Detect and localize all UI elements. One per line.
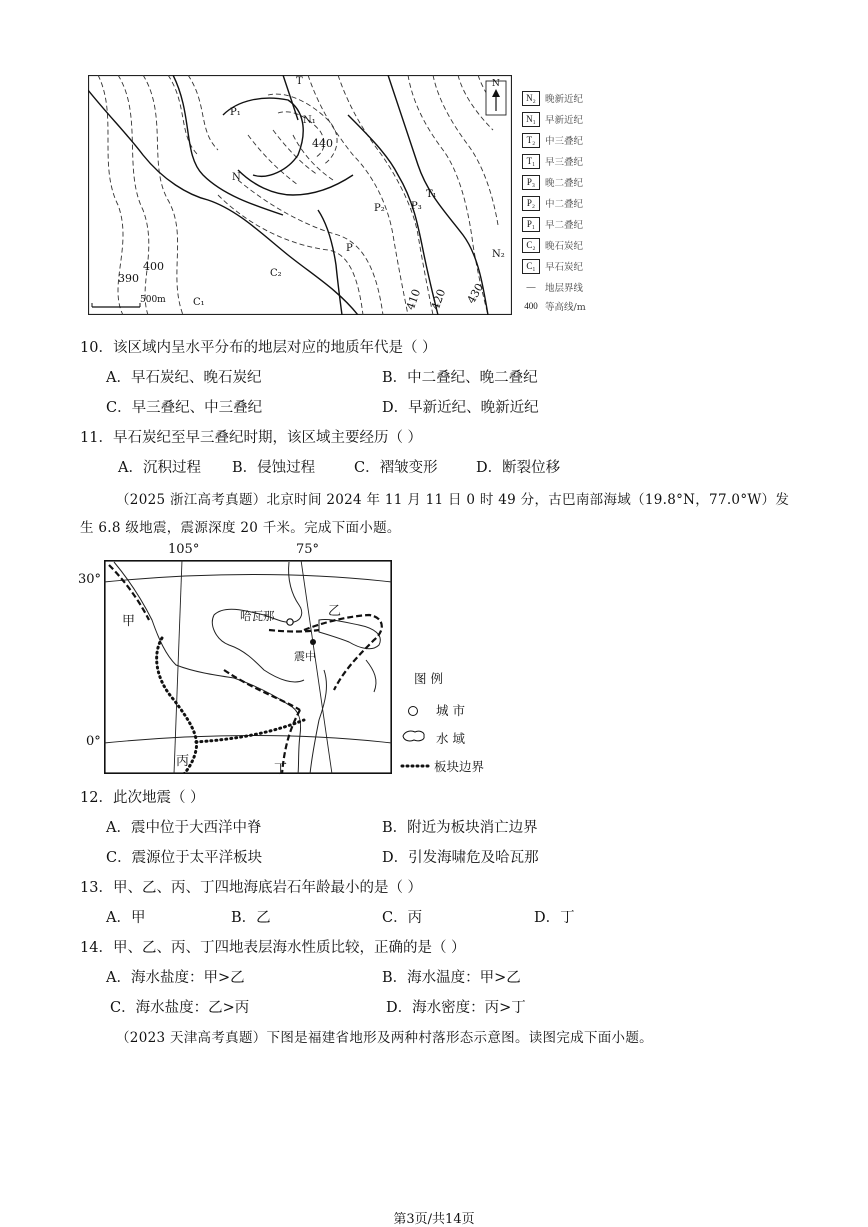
q10-stem: 10．该区域内呈水平分布的地层对应的地质年代是（ ） bbox=[80, 340, 437, 356]
plate-map bbox=[104, 560, 392, 777]
plate-legend-boundary: 板块边界 bbox=[434, 759, 485, 774]
ding-label: 丁 bbox=[274, 762, 288, 777]
legend-item: T₂ 中三叠纪 bbox=[522, 131, 583, 149]
water-symbol-icon bbox=[401, 729, 427, 743]
q10-option-c[interactable]: C．早三叠纪、中三叠纪 bbox=[106, 400, 263, 416]
city-symbol-icon bbox=[408, 706, 418, 716]
q13-option-a[interactable]: A．甲 bbox=[106, 910, 146, 926]
q11-option-d[interactable]: D．断裂位移 bbox=[476, 460, 561, 476]
q11-option-a[interactable]: A．沉积过程 bbox=[118, 460, 201, 476]
stratum-label: P₃ bbox=[411, 201, 422, 212]
epicenter-label: 震中 bbox=[294, 650, 316, 663]
q14-option-c[interactable]: C．海水盐度：乙>丙 bbox=[110, 1000, 250, 1016]
legend-item: P₂ 中二叠纪 bbox=[522, 194, 583, 212]
q13-option-d[interactable]: D．丁 bbox=[534, 910, 575, 926]
legend-item: C₁ 早石炭纪 bbox=[522, 257, 583, 275]
legend-item: N₁ 早新近纪 bbox=[522, 110, 583, 128]
q12-option-c[interactable]: C．震源位于太平洋板块 bbox=[106, 850, 263, 866]
intro-2025-line1: （2025 浙江高考真题）北京时间 2024 年 11 月 11 日 0 时 49 分，古巴南部海域（19.8°N，77.0°W）发 bbox=[116, 492, 790, 508]
plate-legend-title: 图 例 bbox=[414, 671, 443, 686]
contour-label-390: 390 bbox=[118, 272, 139, 285]
plate-legend-water: 水 域 bbox=[436, 731, 465, 746]
legend-item: C₂ 晚石炭纪 bbox=[522, 236, 583, 254]
q10-option-a[interactable]: A．早石炭纪、晚石炭纪 bbox=[106, 370, 262, 386]
q13-option-c[interactable]: C．丙 bbox=[382, 910, 423, 926]
q12-stem: 12．此次地震（ ） bbox=[80, 790, 205, 806]
q11-option-c[interactable]: C．褶皱变形 bbox=[354, 460, 438, 476]
q10-option-b[interactable]: B．中二叠纪、晚二叠纪 bbox=[382, 370, 538, 386]
stratum-label: N bbox=[232, 172, 241, 183]
havana-label: 哈瓦那 bbox=[240, 609, 275, 623]
lon-75-label: 75° bbox=[296, 542, 320, 557]
page-footer: 第3页/共14页 bbox=[393, 1212, 475, 1227]
q11-option-b[interactable]: B．侵蚀过程 bbox=[232, 460, 316, 476]
q11-stem: 11．早石炭纪至早三叠纪时期，该区域主要经历（ ） bbox=[80, 430, 423, 446]
q13-option-b[interactable]: B．乙 bbox=[231, 910, 271, 926]
stratum-label: N₁ bbox=[303, 115, 316, 126]
stratum-label: N₂ bbox=[492, 249, 505, 260]
lat-0-label: 0° bbox=[86, 734, 101, 749]
stratum-label: P bbox=[346, 243, 353, 254]
stratum-label: C₂ bbox=[270, 268, 282, 279]
q14-option-a[interactable]: A．海水盐度：甲>乙 bbox=[106, 970, 245, 986]
contour-label-400: 400 bbox=[143, 260, 164, 273]
plate-legend-city: 城 市 bbox=[436, 703, 465, 718]
legend-item: N₂ 晚新近纪 bbox=[522, 89, 583, 107]
contour-label-410: 410 bbox=[403, 287, 424, 312]
stratum-label: T₁ bbox=[426, 189, 437, 200]
jia-label: 甲 bbox=[122, 614, 136, 629]
q12-option-d[interactable]: D．引发海啸危及哈瓦那 bbox=[382, 850, 539, 866]
q14-option-d[interactable]: D．海水密度：丙>丁 bbox=[386, 1000, 526, 1016]
intro-2025-line2: 生 6.8 级地震，震源深度 20 千米。完成下面小题。 bbox=[80, 520, 401, 536]
legend-item: 400 等高线/m bbox=[524, 301, 586, 313]
lon-105-label: 105° bbox=[168, 542, 200, 557]
north-label: N bbox=[492, 79, 500, 89]
q14-stem: 14．甲、乙、丙、丁四地表层海水性质比较，正确的是（ ） bbox=[80, 940, 466, 956]
contour-label-430: 430 bbox=[464, 281, 487, 306]
q12-option-a[interactable]: A．震中位于大西洋中脊 bbox=[106, 820, 262, 836]
q10-option-d[interactable]: D．早新近纪、晚新近纪 bbox=[382, 400, 539, 416]
plate-boundary-symbol-icon bbox=[400, 761, 432, 771]
bing-label: 丙 bbox=[176, 754, 190, 769]
legend-item: — 地层界线 bbox=[526, 282, 584, 294]
q13-stem: 13．甲、乙、丙、丁四地海底岩石年龄最小的是（ ） bbox=[80, 880, 423, 896]
yi-label: 乙 bbox=[328, 604, 342, 619]
q14-option-b[interactable]: B．海水温度：甲>乙 bbox=[382, 970, 521, 986]
stratum-label: P₁ bbox=[230, 107, 241, 118]
stratum-label: T bbox=[296, 76, 303, 87]
lat-30-label: 30° bbox=[78, 572, 102, 587]
stratum-label: C₁ bbox=[193, 297, 205, 308]
geologic-map bbox=[88, 75, 512, 315]
legend-item: P₃ 晚二叠纪 bbox=[522, 173, 583, 191]
stratum-label: P₂ bbox=[374, 203, 385, 214]
contour-label-440: 440 bbox=[312, 137, 333, 150]
legend-item: T₁ 早三叠纪 bbox=[522, 152, 583, 170]
q12-option-b[interactable]: B．附近为板块消亡边界 bbox=[382, 820, 538, 836]
contour-label-420: 420 bbox=[428, 287, 449, 312]
scale-label: 500m bbox=[140, 295, 166, 305]
intro-2023: （2023 天津高考真题）下图是福建省地形及两种村落形态示意图。读图完成下面小题。 bbox=[116, 1030, 653, 1046]
legend-item: P₁ 早二叠纪 bbox=[522, 215, 583, 233]
